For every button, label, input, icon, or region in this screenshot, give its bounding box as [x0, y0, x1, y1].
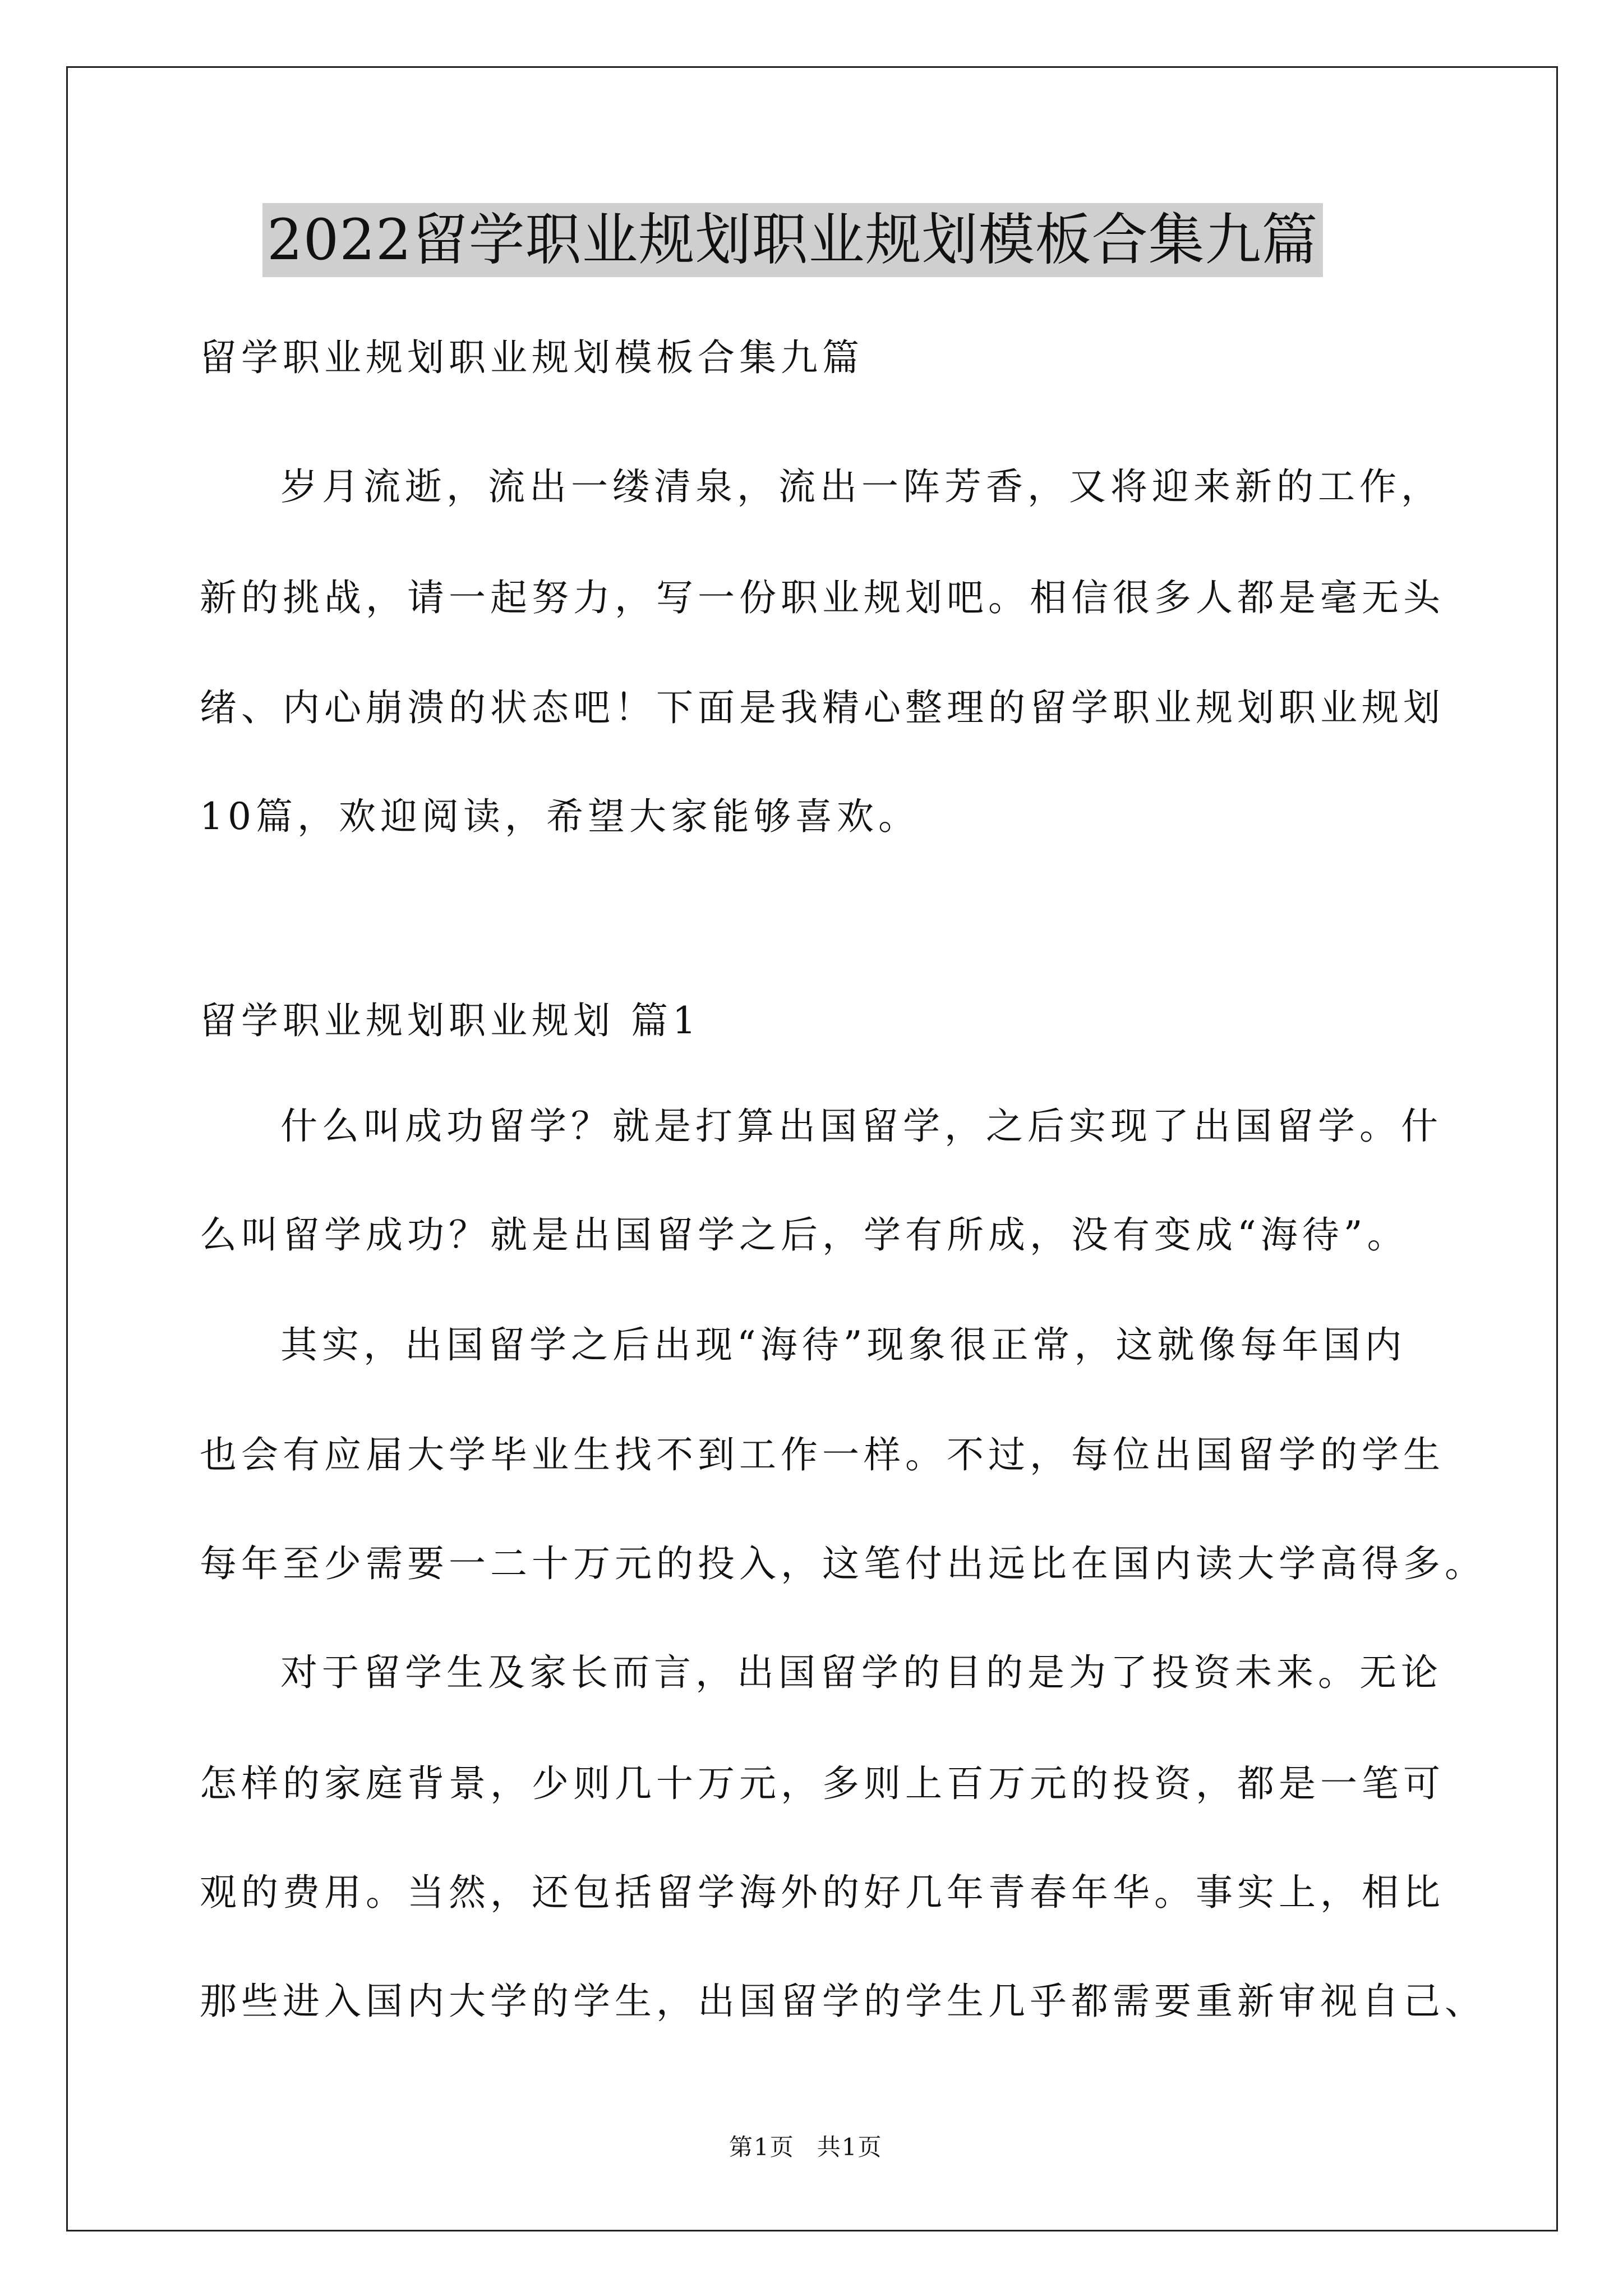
document-subtitle: 留学职业规划职业规划模板合集九篇 [200, 336, 864, 379]
paragraph-line: 也会有应届大学毕业生找不到工作一样。不过，每位出国留学的学生 [200, 1433, 1445, 1476]
paragraph-line: 什么叫成功留学？就是打算出国留学，之后实现了出国留学。什 [280, 1105, 1442, 1148]
intro-line: 新的挑战，请一起努力，写一份职业规划吧。相信很多人都是毫无头 [200, 576, 1445, 619]
page-total: 共1页 [817, 2133, 883, 2161]
paragraph-line: 观的费用。当然，还包括留学海外的好几年青春年华。事实上，相比 [200, 1871, 1445, 1914]
paragraph-line: 怎样的家庭背景，少则几十万元，多则上百万元的投资，都是一笔可 [200, 1762, 1445, 1805]
intro-line: 10篇，欢迎阅读，希望大家能够喜欢。 [200, 795, 920, 838]
paragraph-line: 么叫留学成功？就是出国留学之后，学有所成，没有变成“海待”。 [200, 1213, 1409, 1257]
page-number: 第1页 [729, 2133, 795, 2161]
paragraph-line: 那些进入国内大学的学生，出国留学的学生几乎都需要重新审视自己、 [200, 1980, 1486, 2023]
paragraph-line: 其实，出国留学之后出现“海待”现象很正常，这就像每年国内 [280, 1323, 1407, 1366]
paragraph-line: 对于留学生及家长而言，出国留学的目的是为了投资未来。无论 [280, 1651, 1442, 1694]
paragraph-line: 每年至少需要一二十万元的投入，这笔付出远比在国内读大学高得多。 [200, 1542, 1486, 1585]
section-heading: 留学职业规划职业规划 篇1 [200, 999, 700, 1042]
page-footer [729, 2129, 905, 2162]
intro-line: 绪、内心崩溃的状态吧！下面是我精心整理的留学职业规划职业规划 [200, 686, 1445, 729]
document-title: 2022留学职业规划职业规划模板合集九篇 [262, 203, 1323, 277]
intro-line: 岁月流逝，流出一缕清泉，流出一阵芳香，又将迎来新的工作， [280, 465, 1442, 508]
